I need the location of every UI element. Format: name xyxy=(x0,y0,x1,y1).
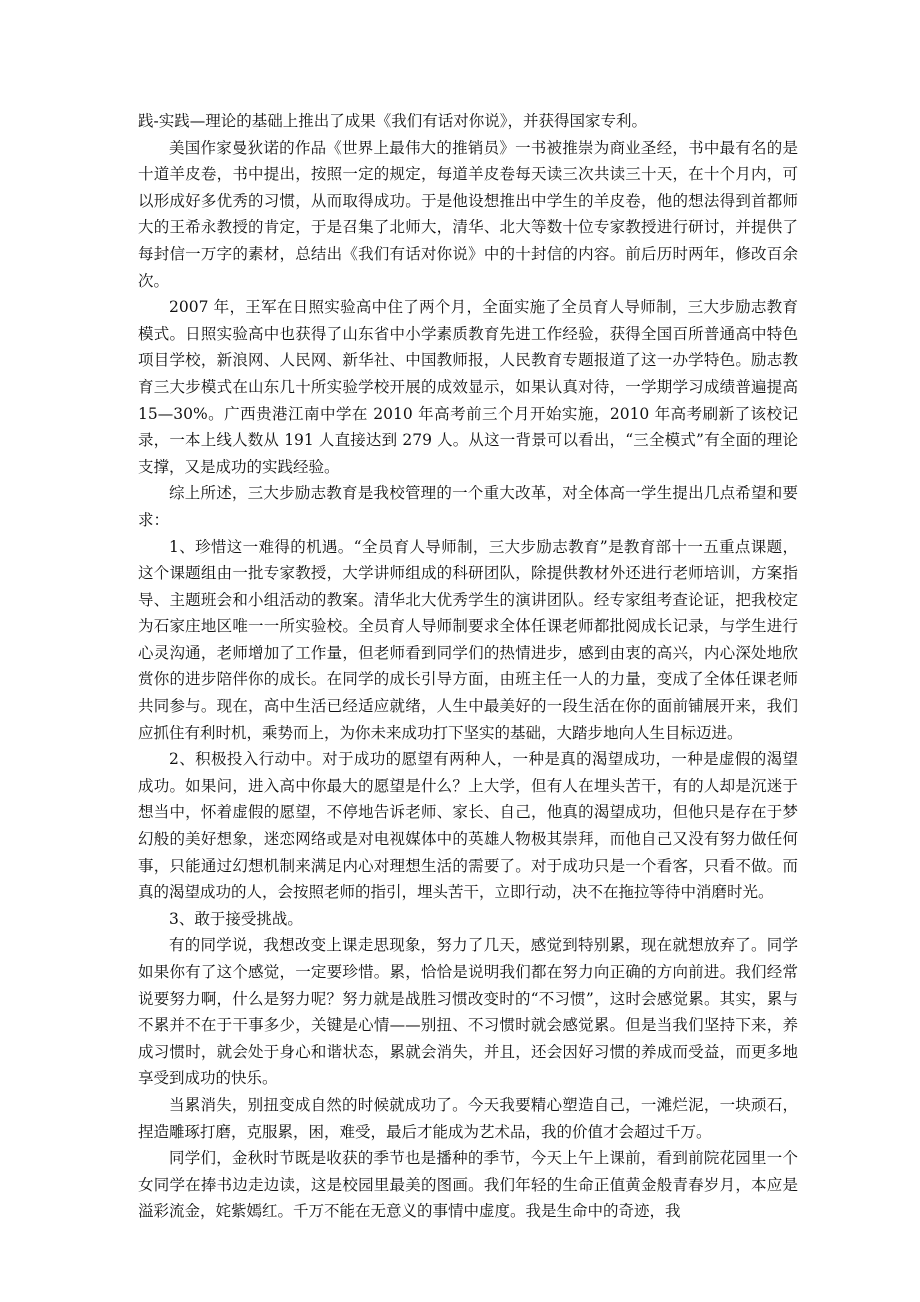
paragraph-summary: 综上所述，三大步励志教育是我校管理的一个重大改革，对全体高一学生提出几点希望和要求： xyxy=(138,484,798,529)
paragraph-autumn: 同学们，金秋时节既是收获的季节也是播种的季节，今天上午上课前，看到前院花园里一个女同学在捧书边走边读，这是校园里最美的图画。我们年轻的生命正值黄金般青春岁月，本应是溢彩流金，姹紫嫣红。千万不能在无意义的事情中虚度。我是生命中的奇迹，我 xyxy=(138,1149,798,1221)
paragraph-point-2: 2、积极投入行动中。对于成功的愿望有两种人，一种是真的渴望成功，一种是虚假的渴望成功。如果问，进入高中你最大的愿望是什么？上大学，但有人在埋头苦干，有的人却是沉迷于想当中，怀着虚假的愿望，不停地告诉老师、家长、自己，他真的渴望成功，但他只是存在于梦幻般的美好想象，迷恋网络或是对电视媒体中的英雄人物极其崇拜，而他自己又没有努力做任何事，只能通过幻想机制来满足内心对理想生活的需要了。对于成功只是一个看客，只看不做。而真的渴望成功的人，会按照老师的指引，埋头苦干，立即行动，决不在拖拉等待中消磨时光。 xyxy=(138,750,798,902)
paragraph-continuation: 践-实践—理论的基础上推出了成果《我们有话对你说》，并获得国家专利。 xyxy=(138,112,647,130)
paragraph-point-3-heading: 3、敢于接受挑战。 xyxy=(169,909,303,928)
paragraph-tired: 有的同学说，我想改变上课走思现象，努力了几天，感觉到特别累，现在就想放弃了。同学如果你有了这个感觉，一定要珍惜。累，恰恰是说明我们都在努力向正确的方向前进。我们经常说要努力啊，什么是努力呢？努力就是战胜习惯改变时的“不习惯”，这时会感觉累。其实，累与不累并不在于干事多少，关键是心情——别扭、不习惯时就会感觉累。但是当我们坚持下来，养成习惯时，就会处于身心和谐状态，累就会消失，并且，还会因好习惯的养成而受益，而更多地享受到成功的快乐。 xyxy=(138,936,798,1088)
document-body xyxy=(138,108,798,1225)
paragraph-point-1: 1、珍惜这一难得的机遇。“全员育人导师制，三大步励志教育”是教育部十一五重点课题，这个课题组由一批专家教授，大学讲师组成的科研团队，除提供教材外还进行老师培训，方案指导、主题班会和小组活动的教案。清华北大优秀学生的演讲团队。经专家组考查论证，把我校定为石家庄地区唯一一所实验校。全员育人导师制要求全体任课老师都批阅成长记录，与学生进行心灵沟通，老师增加了工作量，但老师看到同学们的热情进步，感到由衷的高兴，内心深处地欣赏你的进步陪伴你的成长。在同学的成长引导方面，由班主任一人的力量，变成了全体任课老师共同参与。现在，高中生活已经适应就绪，人生中最美好的一段生活在你的面前铺展开来，我们应抓住有利时机，乘势而上，为你未来成功打下坚实的基础，大踏步地向人生目标迈进。 xyxy=(138,537,798,742)
paragraph-mandino: 美国作家曼狄诺的作品《世界上最伟大的推销员》一书被推崇为商业圣经，书中最有名的是十道羊皮卷，书中提出，按照一定的规定，每道羊皮卷每天读三次共读三十天，在十个月内，可以形成好多优秀的习惯，从而取得成功。于是他设想推出中学生的羊皮卷，他的想法得到首都师大的王希永教授的肯定，于是召集了北师大，清华、北大等数十位专家教授进行研讨，并提供了每封信一万字的素材，总结出《我们有话对你说》中的十封信的内容。前后历时两年，修改百余次。 xyxy=(138,138,798,290)
paragraph-success: 当累消失，别扭变成自然的时候就成功了。今天我要精心塑造自己，一滩烂泥，一块顽石，捏造雕琢打磨，克服累，困，难受，最后才能成为艺术品，我的价值才会超过千万。 xyxy=(138,1095,798,1141)
paragraph-2007: 2007 年，王军在日照实验高中住了两个月，全面实施了全员育人导师制，三大步励志教育模式。日照实验高中也获得了山东省中小学素质教育先进工作经验，获得全国百所普通高中特色项目学校，新浪网、人民网、新华社、中国教师报，人民教育专题报道了这一办学特色。励志教育三大步模式在山东几十所实验学校开展的成效显示，如果认真对待，一学期学习成绩普遍提高 15—30%。广西贵港江南中学在 2010 年高考前三个月开始实施，2010 年高考刷新了该校记录，一本上线人数从 191 人直接达到 279 人。从这一背景可以看出，“三全模式”有全面的理论支撑，又是成功的实践经验。 xyxy=(138,298,798,476)
